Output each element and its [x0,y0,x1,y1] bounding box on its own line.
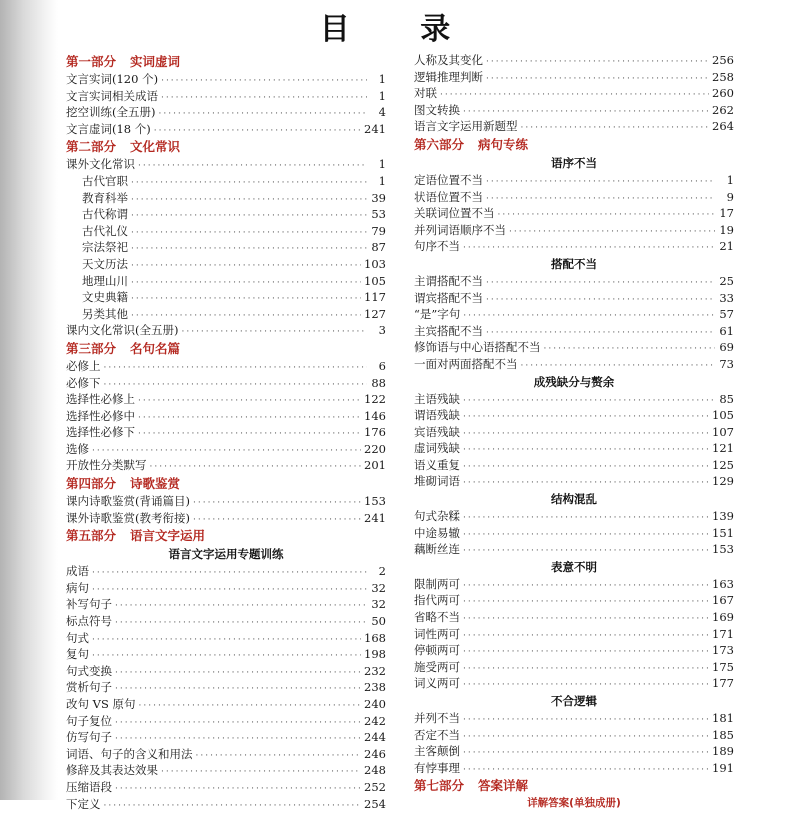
toc-entry[interactable] [414,743,734,760]
toc-entry-label: 词义两可 [414,676,460,691]
toc-entry-page-number: 117 [364,290,386,305]
toc-entry-label: 病句 [66,580,89,595]
toc-entry[interactable] [66,121,386,138]
toc-entry-label: 补写句子 [66,597,112,612]
toc-entry-label: 复句 [66,647,89,662]
toc-entry-label: 堆砌词语 [414,474,460,489]
part-name: 名句名篇 [130,340,181,356]
toc-entry-label: 天文历法 [82,256,128,271]
toc-entry[interactable] [414,323,734,340]
toc-entry-label: “是”字句 [414,307,461,322]
toc-entry[interactable] [66,762,386,779]
toc-entry-label: 必修上 [66,358,101,373]
toc-entry-page-number: 151 [712,525,734,540]
toc-entry-label: 虚词残缺 [414,441,460,456]
toc-entry-label: 仿写句子 [66,730,112,745]
toc-entry-label: 开放性分类默写 [66,458,147,473]
toc-entry-label: 主宾搭配不当 [414,323,483,338]
toc-entry[interactable] [66,746,386,763]
toc-entry-label: 主语残缺 [414,391,460,406]
toc-entry[interactable] [66,729,386,746]
toc-entry-label: 定语位置不当 [414,172,483,187]
toc-entry-page-number: 220 [364,441,386,456]
toc-entry-page-number: 32 [371,580,386,595]
toc-entry-label: 否定不当 [414,727,460,742]
toc-entry-page-number: 241 [364,510,386,525]
dot-leader [150,459,362,476]
toc-entry-page-number: 264 [712,119,734,134]
toc-entry-label: 关联词位置不当 [414,206,495,221]
toc-entry-label: 逻辑推理判断 [414,69,483,84]
toc-entry[interactable] [414,525,734,542]
toc-entry[interactable] [414,440,734,457]
toc-entry[interactable] [66,679,386,696]
toc-entry[interactable] [66,424,386,441]
toc-entry[interactable] [414,356,734,373]
category-subheading: 表意不明 [551,559,597,574]
toc-entry-page-number: 248 [364,763,386,778]
part-1-heading[interactable] [66,52,386,71]
toc-entry[interactable] [414,172,734,189]
part-name: 病句专练 [478,136,529,152]
toc-entry-page-number: 32 [371,597,386,612]
toc-entry[interactable] [66,256,386,273]
toc-entry-page-number: 9 [726,189,734,204]
toc-entry-label: 词性两可 [414,626,460,641]
toc-entry[interactable] [414,592,734,609]
toc-entry-label: 文言实词相关成语 [66,88,158,103]
category-subheading: 搭配不当 [551,256,597,271]
toc-entry[interactable] [66,173,386,190]
dot-leader [193,512,361,529]
toc-entry-page-number: 1 [378,173,386,188]
part-2-list [66,156,386,339]
dot-leader [521,358,716,375]
part-3-heading[interactable] [66,339,386,358]
toc-entry-page-number: 139 [712,509,734,524]
toc-entry-label: 改句 VS 原句 [66,697,136,711]
part-name: 答案详解 [478,778,529,794]
toc-entry-page-number: 121 [712,441,734,456]
toc-entry-label: 并列词语顺序不当 [414,222,506,237]
toc-entry[interactable] [414,541,734,558]
toc-entry-page-number: 69 [719,340,734,355]
part-6-heading[interactable] [414,135,734,154]
toc-entry-label: 人称及其变化 [414,53,483,67]
toc-entry-page-number: 176 [364,425,386,440]
toc-entry-page-number: 232 [364,663,386,678]
toc-entry-page-number: 1 [726,172,734,187]
toc-entry[interactable] [414,457,734,474]
part-6-groups [414,154,734,776]
dot-leader [154,123,361,140]
toc-left-column [66,52,386,812]
dot-leader [181,324,367,341]
toc-entry[interactable] [66,375,386,392]
toc-entry[interactable] [66,663,386,680]
toc-entry-label: 修辞及其表达效果 [66,763,158,778]
category-subheading: 不合逻辑 [551,694,597,708]
toc-entry[interactable] [414,222,734,239]
toc-entry-page-number: 1 [378,157,386,172]
toc-entry-page-number: 3 [378,323,386,338]
toc-entry[interactable] [414,339,734,356]
toc-entry[interactable] [66,322,386,339]
part-number: 第七部分 [414,778,465,794]
toc-entry[interactable] [66,239,386,256]
toc-entry[interactable] [66,596,386,613]
page-binding-shadow [0,0,58,800]
toc-entry-page-number: 17 [719,206,734,221]
toc-entry-label: 句式 [66,630,89,645]
dot-leader [463,677,709,694]
part-4-heading[interactable] [66,474,386,493]
toc-entry[interactable] [414,306,734,323]
toc-entry-page-number: 105 [364,273,386,288]
toc-entry-page-number: 167 [712,593,734,608]
part-number: 第五部分 [66,528,117,544]
toc-entry[interactable] [66,563,386,580]
toc-entry-page-number: 53 [371,207,386,222]
toc-entry-page-number: 21 [719,239,734,254]
part-number: 第一部分 [66,54,117,69]
part-5-subheading: 语言文字运用专题训练 [168,547,284,562]
toc-entry[interactable] [66,779,386,796]
toc-entry-label: 成语 [66,564,89,579]
toc-entry-label: 藕断丝连 [414,542,460,557]
toc-entry-label: 古代官职 [82,173,128,188]
toc-entry-page-number: 256 [712,53,734,67]
toc-entry-label: 古代礼仪 [82,223,128,238]
toc-entry-page-number: 252 [364,779,386,794]
toc-entry-label: 选择性必修上 [66,392,135,407]
toc-entry-page-number: 6 [378,358,386,373]
toc-entry[interactable] [66,88,386,105]
toc-entry[interactable] [414,727,734,744]
toc-entry[interactable] [66,223,386,240]
toc-entry-label: 谓宾搭配不当 [414,290,483,305]
toc-entry-label: 挖空训练(全五册) [66,105,156,120]
category-subheading: 成残缺分与赘余 [533,374,615,389]
toc-entry-label: 语言文字运用新题型 [414,119,518,134]
toc-entry-page-number: 169 [712,610,734,625]
toc-entry[interactable] [414,69,734,86]
toc-entry-page-number: 260 [712,86,734,101]
toc-entry[interactable] [414,576,734,593]
toc-entry-page-number: 1 [378,72,386,86]
toc-entry-label: 施受两可 [414,659,460,674]
toc-entry-page-number: 153 [712,542,734,557]
toc-entry-page-number: 107 [712,424,734,439]
toc-entry[interactable] [414,238,734,255]
toc-right-column [414,52,734,811]
part-number: 第三部分 [66,340,117,356]
toc-entry-page-number: 238 [364,680,386,695]
toc-entry[interactable] [414,675,734,692]
toc-entry-label: 下定义 [66,796,101,811]
toc-entry[interactable] [66,156,386,173]
part-4-list [66,493,386,526]
toc-entry[interactable] [66,493,386,510]
toc-entry[interactable] [66,510,386,527]
toc-entry[interactable] [66,580,386,597]
dot-leader [463,543,709,560]
part-5-continued-list [414,52,734,135]
toc-entry[interactable] [414,473,734,490]
toc-entry-page-number: 191 [712,760,734,775]
toc-entry-label: 另类其他 [82,306,128,321]
toc-entry[interactable] [414,407,734,424]
page-title: 目 录 [319,12,481,47]
toc-entry-page-number: 127 [364,306,386,321]
toc-entry[interactable] [414,205,734,222]
toc-entry-label: 限制两可 [414,576,460,591]
toc-entry-label: 句子复位 [66,713,112,728]
dot-leader [463,475,709,492]
part-3-list [66,358,386,474]
toc-entry[interactable] [66,408,386,425]
toc-entry-page-number: 125 [712,457,734,472]
dot-leader [463,240,715,257]
toc-entry-page-number: 189 [712,744,734,759]
toc-entry-label: 文言虚词(18 个) [66,121,151,136]
toc-entry-label: 宾语残缺 [414,424,460,439]
toc-entry-page-number: 258 [712,69,734,84]
toc-entry-page-number: 242 [364,713,386,728]
part-number: 第四部分 [66,476,117,492]
toc-entry[interactable] [414,710,734,727]
category-subheading: 语序不当 [551,155,597,170]
toc-entry[interactable] [66,457,386,474]
part-5-list [66,563,386,812]
toc-entry-label: 标点符号 [66,614,112,629]
toc-entry-page-number: 198 [364,647,386,662]
toc-entry-page-number: 85 [719,391,734,406]
toc-entry-label: 教育科举 [82,190,128,205]
toc-entry[interactable] [66,71,386,88]
toc-entry-label: 课外诗歌鉴赏(教考衔接) [66,510,190,525]
toc-entry[interactable] [414,642,734,659]
toc-entry-label: 停顿两可 [414,643,460,658]
toc-entry[interactable] [66,391,386,408]
part-name: 文化常识 [130,139,181,155]
toc-entry-page-number: 87 [371,240,386,255]
toc-entry-page-number: 173 [712,643,734,658]
part-2-heading[interactable] [66,137,386,156]
toc-entry[interactable] [66,713,386,730]
toc-entry[interactable] [66,613,386,630]
toc-entry[interactable] [414,609,734,626]
toc-entry-page-number: 50 [371,614,386,629]
toc-entry-label: 课内文化常识(全五册) [66,323,179,338]
toc-entry-page-number: 244 [364,730,386,745]
toc-entry-label: 主谓搭配不当 [414,273,483,288]
toc-entry-page-number: 19 [719,222,734,237]
toc-entry[interactable] [66,358,386,375]
toc-entry[interactable] [414,391,734,408]
category-subheading: 结构混乱 [551,492,597,507]
toc-entry-page-number: 1 [378,88,386,103]
toc-entry-label: 句式变换 [66,663,112,678]
toc-entry-page-number: 177 [712,676,734,691]
part-name: 语言文字运用 [130,528,206,544]
toc-entry[interactable] [414,659,734,676]
toc-entry-label: 古代称谓 [82,207,128,222]
toc-entry-page-number: 103 [364,256,386,271]
toc-entry-label: 选择性必修下 [66,425,135,440]
toc-entry-page-number: 181 [712,711,734,725]
toc-entry-label: 地理山川 [82,273,128,288]
toc-entry-label: 并列不当 [414,711,460,725]
answer-booklet-note: 详解答案(单独成册) [527,797,621,810]
toc-entry[interactable] [414,52,734,69]
toc-entry[interactable] [66,441,386,458]
toc-entry-page-number: 241 [364,121,386,136]
toc-entry-label: 指代两可 [414,593,460,608]
toc-entry-label: 文史典籍 [82,290,128,305]
toc-entry-label: 文言实词(120 个) [66,72,159,86]
toc-entry-page-number: 168 [364,630,386,645]
toc-entry-label: 课内诗歌鉴赏(背诵篇目) [66,494,190,509]
toc-entry-page-number: 185 [712,727,734,742]
part-name: 诗歌鉴赏 [130,476,181,492]
toc-entry-label: 词语、句子的含义和用法 [66,746,193,761]
toc-entry-page-number: 262 [712,102,734,117]
part-number: 第二部分 [66,139,117,155]
toc-entry[interactable] [414,118,734,135]
toc-entry-label: 赏析句子 [66,680,112,695]
part-number: 第六部分 [414,136,465,152]
toc-entry-page-number: 25 [719,273,734,288]
toc-entry-page-number: 122 [364,392,386,407]
toc-entry-page-number: 88 [371,375,386,390]
toc-entry-page-number: 2 [378,564,386,579]
dot-leader [463,762,709,779]
toc-entry[interactable] [414,626,734,643]
toc-entry[interactable] [414,424,734,441]
part-5-heading[interactable] [66,526,386,545]
toc-entry-page-number: 246 [364,746,386,761]
toc-entry-label: 有悖事理 [414,760,460,775]
toc-entry[interactable] [66,646,386,663]
toc-entry-label: 课外文化常识 [66,157,135,172]
toc-entry[interactable] [66,206,386,223]
toc-entry-page-number: 79 [371,223,386,238]
toc-entry[interactable] [66,273,386,290]
toc-entry[interactable] [66,104,386,121]
toc-entry-label: 语义重复 [414,457,460,472]
toc-entry-label: 谓语残缺 [414,408,460,423]
toc-entry[interactable] [66,630,386,647]
toc-entry-label: 省略不当 [414,610,460,625]
toc-entry-page-number: 240 [364,697,386,711]
toc-entry-label: 状语位置不当 [414,189,483,204]
toc-entry[interactable] [414,189,734,206]
toc-entry[interactable] [414,102,734,119]
toc-entry-label: 对联 [414,86,437,101]
toc-entry-page-number: 105 [712,408,734,423]
toc-entry-label: 宗法祭祀 [82,240,128,255]
dot-leader [104,798,362,814]
toc-entry-page-number: 129 [712,474,734,489]
toc-entry[interactable] [414,290,734,307]
toc-entry[interactable] [414,85,734,102]
toc-entry-label: 主客颠倒 [414,744,460,759]
toc-entry-page-number: 153 [364,494,386,509]
toc-entry-page-number: 201 [364,458,386,473]
toc-entry[interactable] [66,190,386,207]
toc-entry-label: 中途易辙 [414,525,460,540]
toc-entry[interactable] [414,760,734,777]
toc-entry-page-number: 73 [719,356,734,371]
toc-entry[interactable] [66,796,386,813]
toc-entry[interactable] [66,306,386,323]
part-7-heading[interactable] [414,776,734,795]
toc-entry-page-number: 57 [719,307,734,322]
toc-entry-label: 选修 [66,441,89,456]
toc-entry[interactable] [66,696,386,713]
toc-entry-page-number: 4 [378,105,386,120]
toc-entry-page-number: 163 [712,576,734,591]
toc-entry-label: 压缩语段 [66,779,112,794]
toc-entry-page-number: 146 [364,408,386,423]
toc-entry-label: 必修下 [66,375,101,390]
toc-entry[interactable] [66,289,386,306]
dot-leader [521,120,710,137]
toc-entry-page-number: 254 [364,796,386,811]
toc-entry-label: 选择性必修中 [66,408,135,423]
toc-entry-label: 句式杂糅 [414,509,460,524]
toc-entry-label: 一面对两面搭配不当 [414,356,518,371]
toc-entry-page-number: 33 [719,290,734,305]
part-name: 实词虚词 [130,54,181,69]
toc-entry-page-number: 61 [719,323,734,338]
toc-entry-page-number: 39 [371,190,386,205]
toc-entry-label: 句序不当 [414,239,460,254]
toc-entry-page-number: 175 [712,659,734,674]
toc-entry[interactable] [414,273,734,290]
toc-entry-label: 修饰语与中心语搭配不当 [414,340,541,355]
toc-entry-page-number: 171 [712,626,734,641]
part-1-list [66,71,386,137]
toc-entry[interactable] [414,508,734,525]
toc-entry-label: 图文转换 [414,102,460,117]
